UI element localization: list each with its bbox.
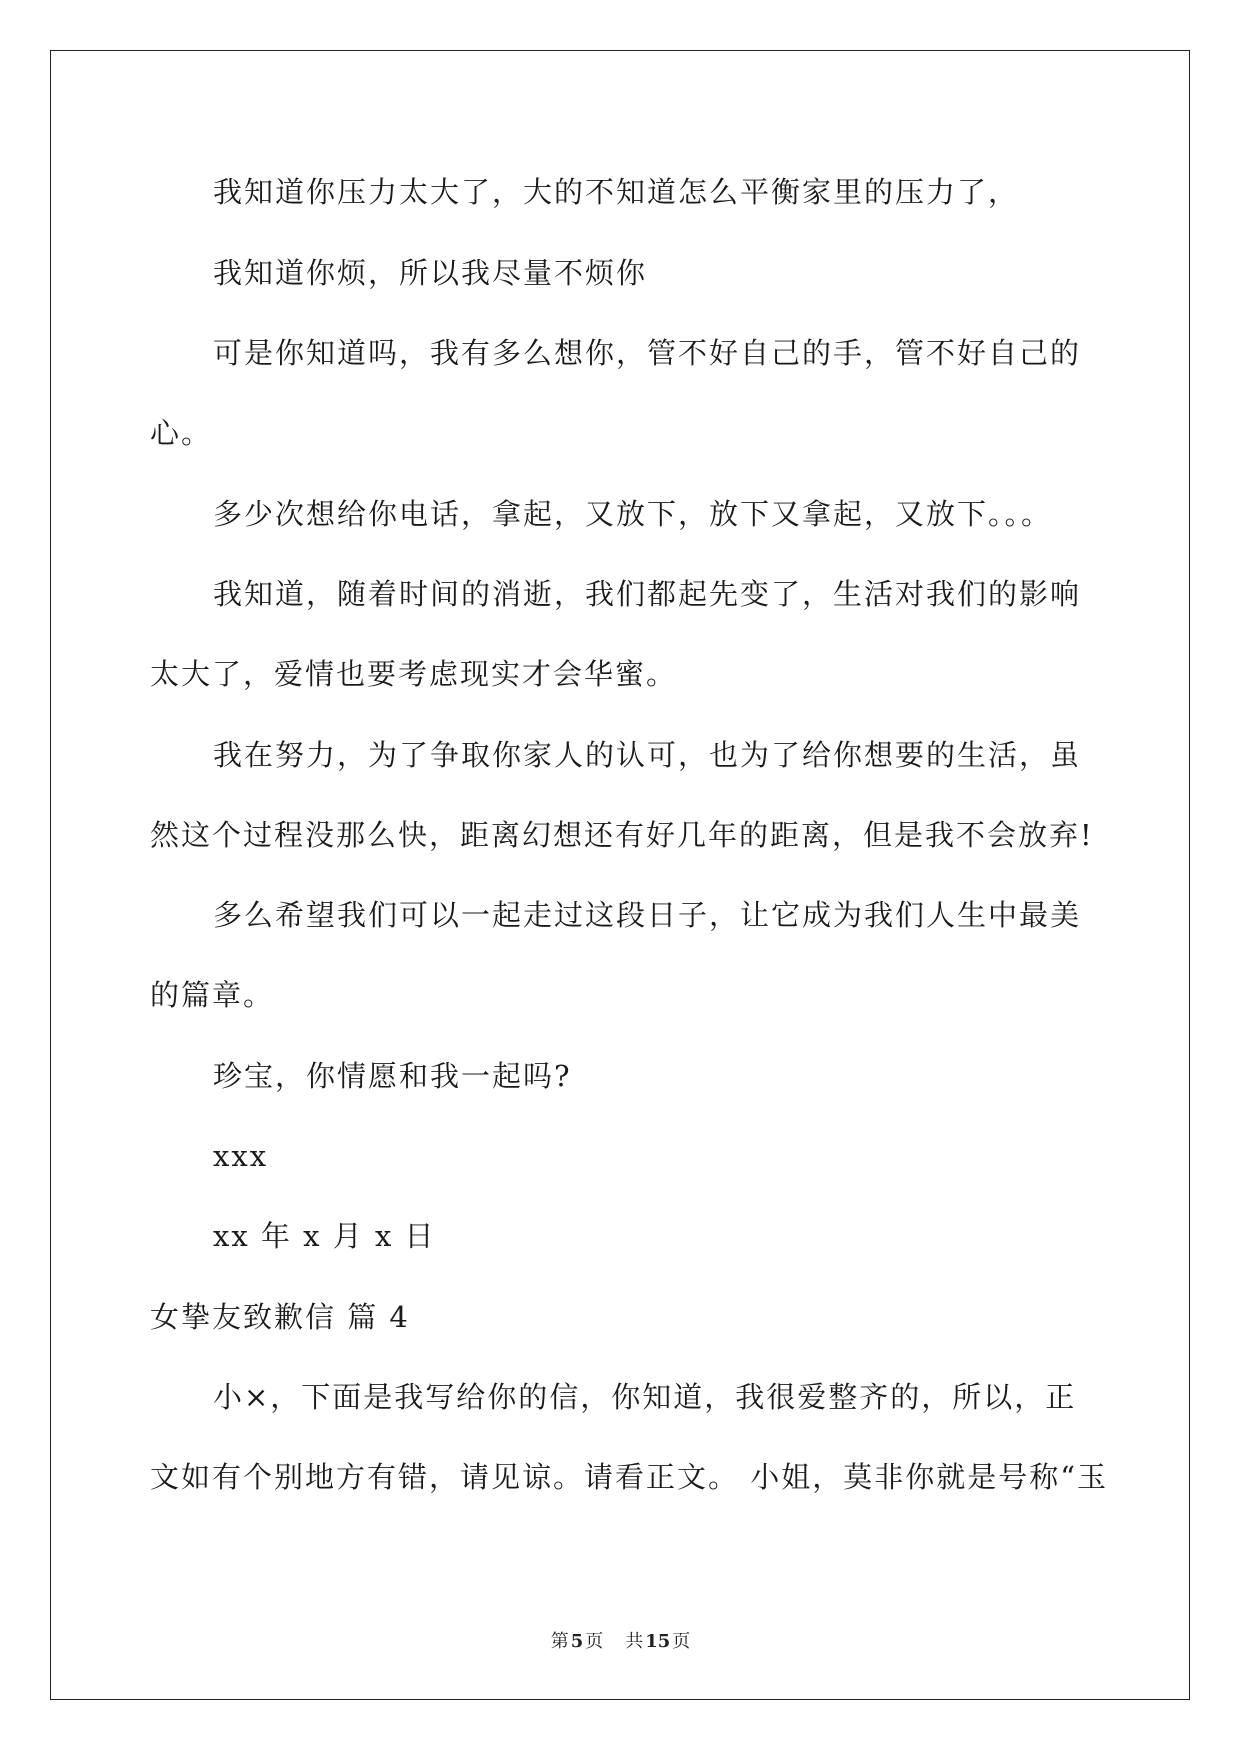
section-heading: 女挚友致歉信 篇 4: [150, 1300, 410, 1334]
body-line-3: 可是你知道吗，我有多么想你，管不好自己的手，管不好自己的: [213, 336, 1082, 370]
body-line-10: 多么希望我们可以一起走过这段日子，让它成为我们人生中最美: [213, 898, 1082, 932]
body-line-11: 的篇章。: [150, 978, 275, 1012]
footer-page-suffix: 页: [585, 1631, 604, 1652]
footer-total-pages: 15: [645, 1631, 671, 1652]
footer-total-prefix: 共: [625, 1631, 644, 1652]
signature-date: xx 年 x 月 x 日: [213, 1219, 436, 1253]
footer-prefix: 第: [550, 1631, 569, 1652]
signature-name: xxx: [213, 1139, 269, 1173]
footer-total-suffix: 页: [672, 1631, 691, 1652]
body-line-5: 多少次想给你电话，拿起，又放下，放下又拿起，又放下。。。: [213, 497, 1053, 531]
body-line-8: 我在努力，为了争取你家人的认可，也为了给你想要的生活，虽: [213, 738, 1082, 772]
body-line-12: 珍宝，你情愿和我一起吗?: [213, 1059, 572, 1093]
body-line-9: 然这个过程没那么快，距离幻想还有好几年的距离，但是我不会放弃!: [150, 818, 1094, 852]
body-line-7: 太大了，爱情也要考虑现实才会华蜜。: [150, 657, 678, 691]
body-line-6: 我知道，随着时间的消逝，我们都起先变了，生活对我们的影响: [213, 577, 1082, 611]
page-border: [50, 50, 1190, 1700]
body-line-17: 文如有个别地方有错，请见谅。请看正文。 小姐，莫非你就是号称“玉: [150, 1460, 1109, 1494]
body-line-4: 心。: [150, 416, 213, 450]
body-line-1: 我知道你压力太大了，大的不知道怎么平衡家里的压力了，: [213, 175, 1020, 209]
body-line-2: 我知道你烦，所以我尽量不烦你: [213, 256, 648, 290]
footer-page-number: 5: [570, 1631, 584, 1652]
body-line-16: 小×，下面是我写给你的信，你知道，我很爱整齐的，所以，正: [213, 1380, 1077, 1414]
page-footer: [0, 1630, 1241, 1654]
